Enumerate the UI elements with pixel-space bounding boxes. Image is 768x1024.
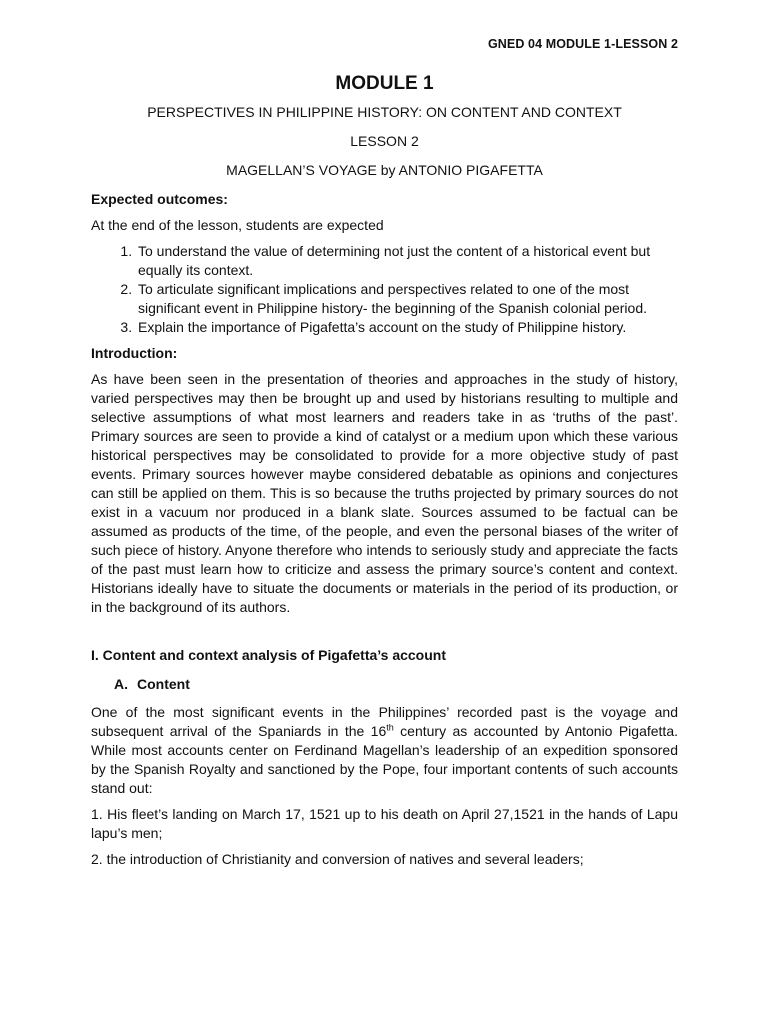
content-point-2: 2. the introduction of Christianity and conversion of natives and several leaders;	[91, 851, 584, 867]
outcomes-list	[91, 242, 678, 337]
lesson-number: LESSON 2	[350, 133, 419, 149]
outcome-item: 3. Explain the importance of Pigafetta’s account on the study of Philippine history.	[136, 318, 678, 337]
lesson-topic: MAGELLAN’S VOYAGE by ANTONIO PIGAFETTA	[226, 162, 543, 178]
introduction-paragraph: As have been seen in the presentation of theories and approaches in the study of history, varied perspectives may then be brought up and used by historians resulting to multiple and selective assumptions of what most learners and readers take in as ‘truths of the past’. Primary sources are seen to provide a kind of catalyst or a medium upon which these various historical perspectives may be consolidated to provide for a more objective study of past events. Primary sources however maybe considered debatable as opinions and conjectures can still be applied on them. This is so because the truths projected by primary sources do not exist in a vacuum nor produced in a blank slate. Sources assumed to be factual can be assumed as products of the time, of the people, and even the personal biases of the writer of such piece of history. Anyone therefore who intends to seriously study and appreciate the facts of the past must learn how to criticize and assess the primary source’s content and context. Historians ideally have to situate the documents or materials in the period of its production, or in the background of its authors.	[91, 371, 678, 615]
outcome-item: 2. To articulate significant implications and perspectives related to one of the most significant event in Philippine history- the beginning of the Spanish colonial period.	[136, 280, 678, 318]
module-title: MODULE 1	[335, 73, 434, 94]
section-heading: I. Content and context analysis of Pigafetta’s account	[91, 647, 446, 663]
running-header: GNED 04 MODULE 1-LESSON 2	[487, 37, 678, 51]
content-point-1: 1. His fleet’s landing on March 17, 1521 up to his death on April 27,1521 in the hands of Lapu lapu’s men;	[91, 806, 678, 841]
subsection-letter: A.	[114, 676, 128, 692]
introduction-heading: Introduction:	[91, 345, 178, 361]
content-paragraph: One of the most significant events in the Philippines’ recorded past is the voyage and subsequent arrival of the Spaniards in the 16th century as accounted by Antonio Pigafetta. While most accounts center on Ferdinand Magellan’s leadership of an expedition sponsored by the Spanish Royalty and sanctioned by the Pope, four important contents of such accounts stand out:	[91, 704, 678, 796]
module-subtitle: PERSPECTIVES IN PHILIPPINE HISTORY: ON CONTENT AND CONTEXT	[147, 104, 622, 120]
subsection-title: Content	[137, 676, 190, 692]
outcomes-intro: At the end of the lesson, students are expected	[91, 217, 384, 233]
superscript: th	[386, 722, 394, 733]
outcomes-heading: Expected outcomes:	[91, 191, 228, 207]
page-content	[91, 72, 678, 876]
outcome-item: 1. To understand the value of determining not just the content of a historical event but equally its context.	[136, 242, 678, 280]
subsection-heading	[114, 675, 678, 694]
